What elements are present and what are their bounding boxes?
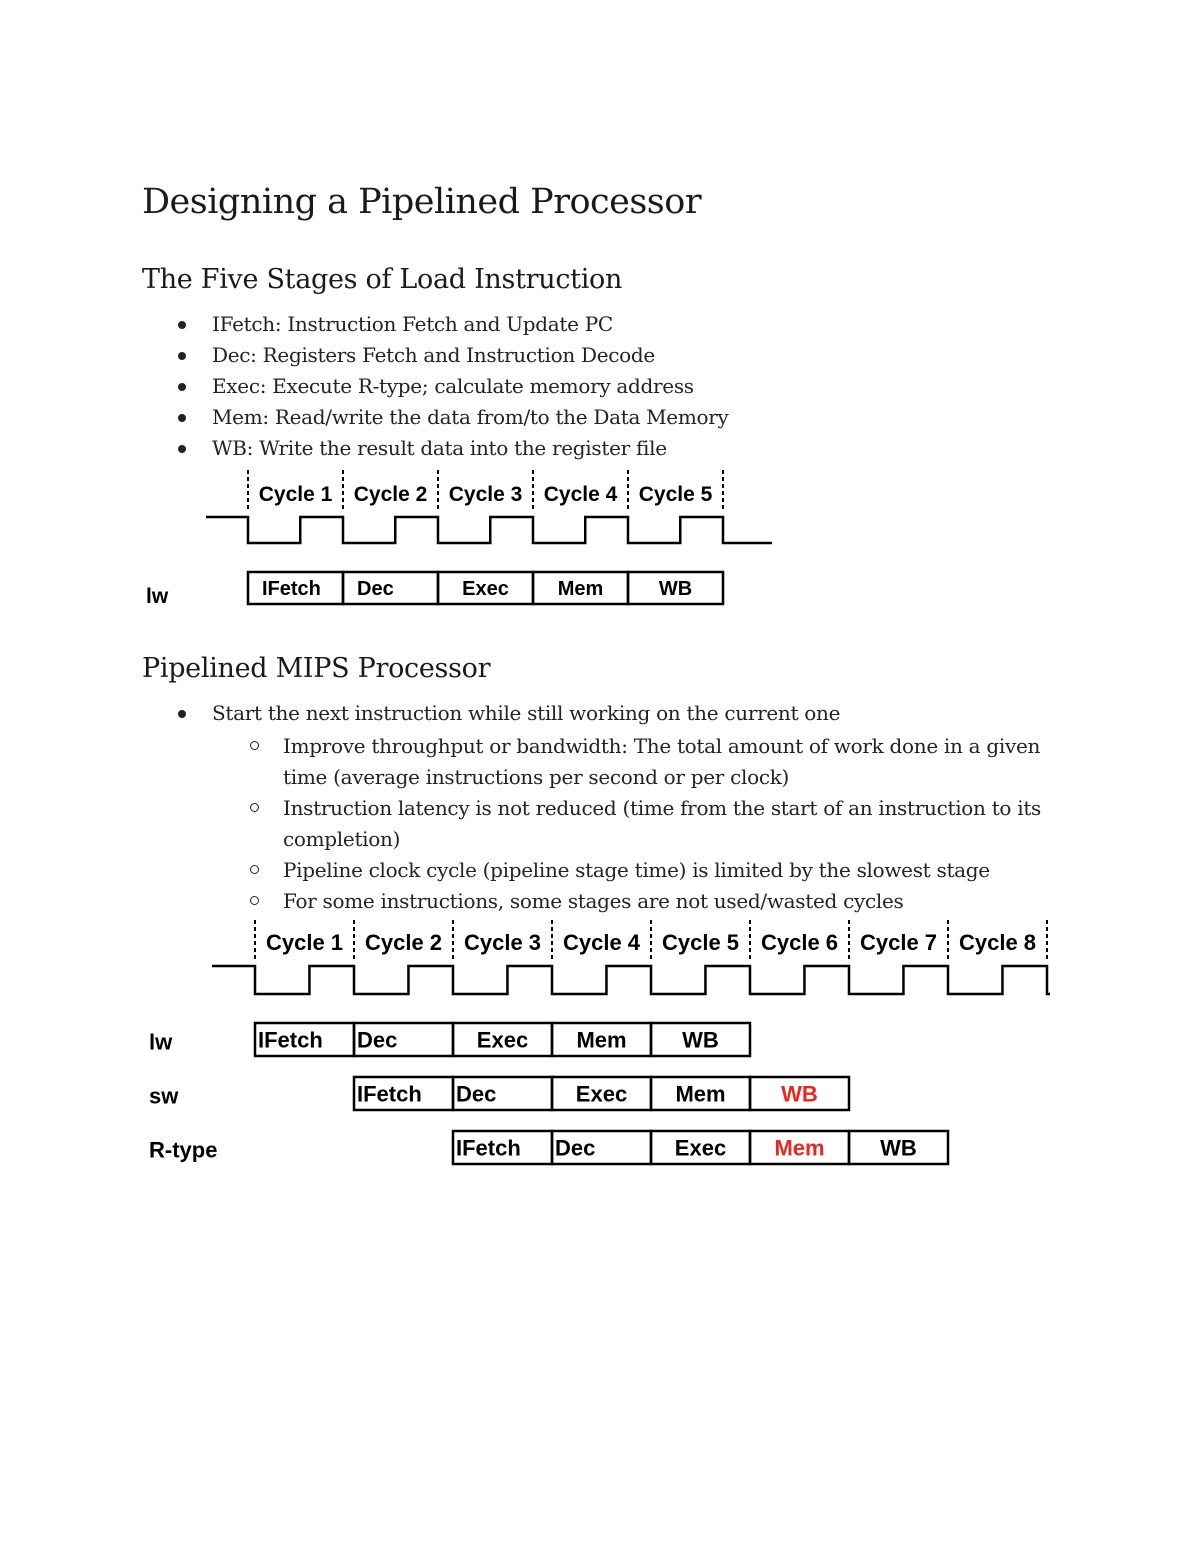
cycle-label: Cycle 8 <box>958 930 1037 955</box>
stage-label: Exec <box>575 1081 628 1107</box>
list-item: Exec: Execute R-type; calculate memory address <box>0 371 1112 402</box>
stage-label: IFetch <box>258 1027 323 1053</box>
sub-list-item: Improve throughput or bandwidth: The total amount of work done in a given time (average instructions per second or per clock) <box>283 731 1073 793</box>
stage-label: Exec <box>476 1027 529 1053</box>
clock-waveform <box>212 966 1050 994</box>
list-item <box>0 698 1112 917</box>
cycle-label: Cycle 7 <box>859 930 938 955</box>
cycle-label: Cycle 1 <box>258 483 333 506</box>
stage-label: IFetch <box>456 1135 521 1161</box>
cycle-label: Cycle 5 <box>661 930 740 955</box>
stages-list <box>0 309 1112 464</box>
list-item: IFetch: Instruction Fetch and Update PC <box>0 309 1112 340</box>
stage-label: Mem <box>557 578 604 600</box>
instruction-label: lw <box>146 585 169 608</box>
sub-list-item: For some instructions, some stages are not used/wasted cycles <box>283 886 1073 917</box>
cycle-label: Cycle 2 <box>353 483 428 506</box>
stage-label: Exec <box>462 578 509 600</box>
page-title: Designing a Pipelined Processor <box>142 182 702 222</box>
stage-label: Mem <box>675 1081 726 1107</box>
stage-label: IFetch <box>262 578 321 600</box>
list-item: Mem: Read/write the data from/to the Data Memory <box>0 402 1112 433</box>
stage-label: IFetch <box>357 1081 422 1107</box>
stage-label: Dec <box>555 1135 596 1161</box>
instruction-label: sw <box>149 1083 179 1109</box>
cycle-label: Cycle 5 <box>638 483 713 506</box>
cycle-label: Cycle 3 <box>448 483 523 506</box>
load-instruction-timing-diagram <box>0 460 1200 620</box>
stage-label: WB <box>682 1027 719 1053</box>
cycle-label: Cycle 3 <box>463 930 542 955</box>
section-heading-pipelined-mips: Pipelined MIPS Processor <box>142 653 491 684</box>
pipelined-timing-diagram <box>0 910 1200 1190</box>
list-item-text: Start the next instruction while still working on the current one <box>212 701 841 725</box>
stage-label: WB <box>658 578 693 600</box>
sub-list <box>212 731 1112 917</box>
cycle-label: Cycle 1 <box>265 930 344 955</box>
stage-label: Dec <box>357 1027 398 1053</box>
cycle-label: Cycle 4 <box>562 930 641 955</box>
list-item: Dec: Registers Fetch and Instruction Decode <box>0 340 1112 371</box>
stage-label: Dec <box>357 578 394 600</box>
cycle-label: Cycle 2 <box>364 930 443 955</box>
stage-label: Dec <box>456 1081 497 1107</box>
stage-label: Exec <box>674 1135 727 1161</box>
sub-list-item: Instruction latency is not reduced (time from the start of an instruction to its completion) <box>283 793 1073 855</box>
instruction-label: lw <box>149 1029 173 1055</box>
section-heading-five-stages: The Five Stages of Load Instruction <box>142 264 623 295</box>
list-item: WB: Write the result data into the register file <box>0 433 1112 464</box>
stage-label: Mem <box>774 1135 825 1161</box>
pipelined-mips-list <box>0 698 1112 917</box>
stage-label: WB <box>880 1135 917 1161</box>
clock-waveform <box>206 517 772 543</box>
cycle-label: Cycle 4 <box>543 483 618 506</box>
stage-label: Mem <box>576 1027 627 1053</box>
stage-label: WB <box>781 1081 818 1107</box>
cycle-label: Cycle 6 <box>760 930 839 955</box>
instruction-label: R-type <box>149 1137 218 1163</box>
sub-list-item: Pipeline clock cycle (pipeline stage time) is limited by the slowest stage <box>283 855 1073 886</box>
